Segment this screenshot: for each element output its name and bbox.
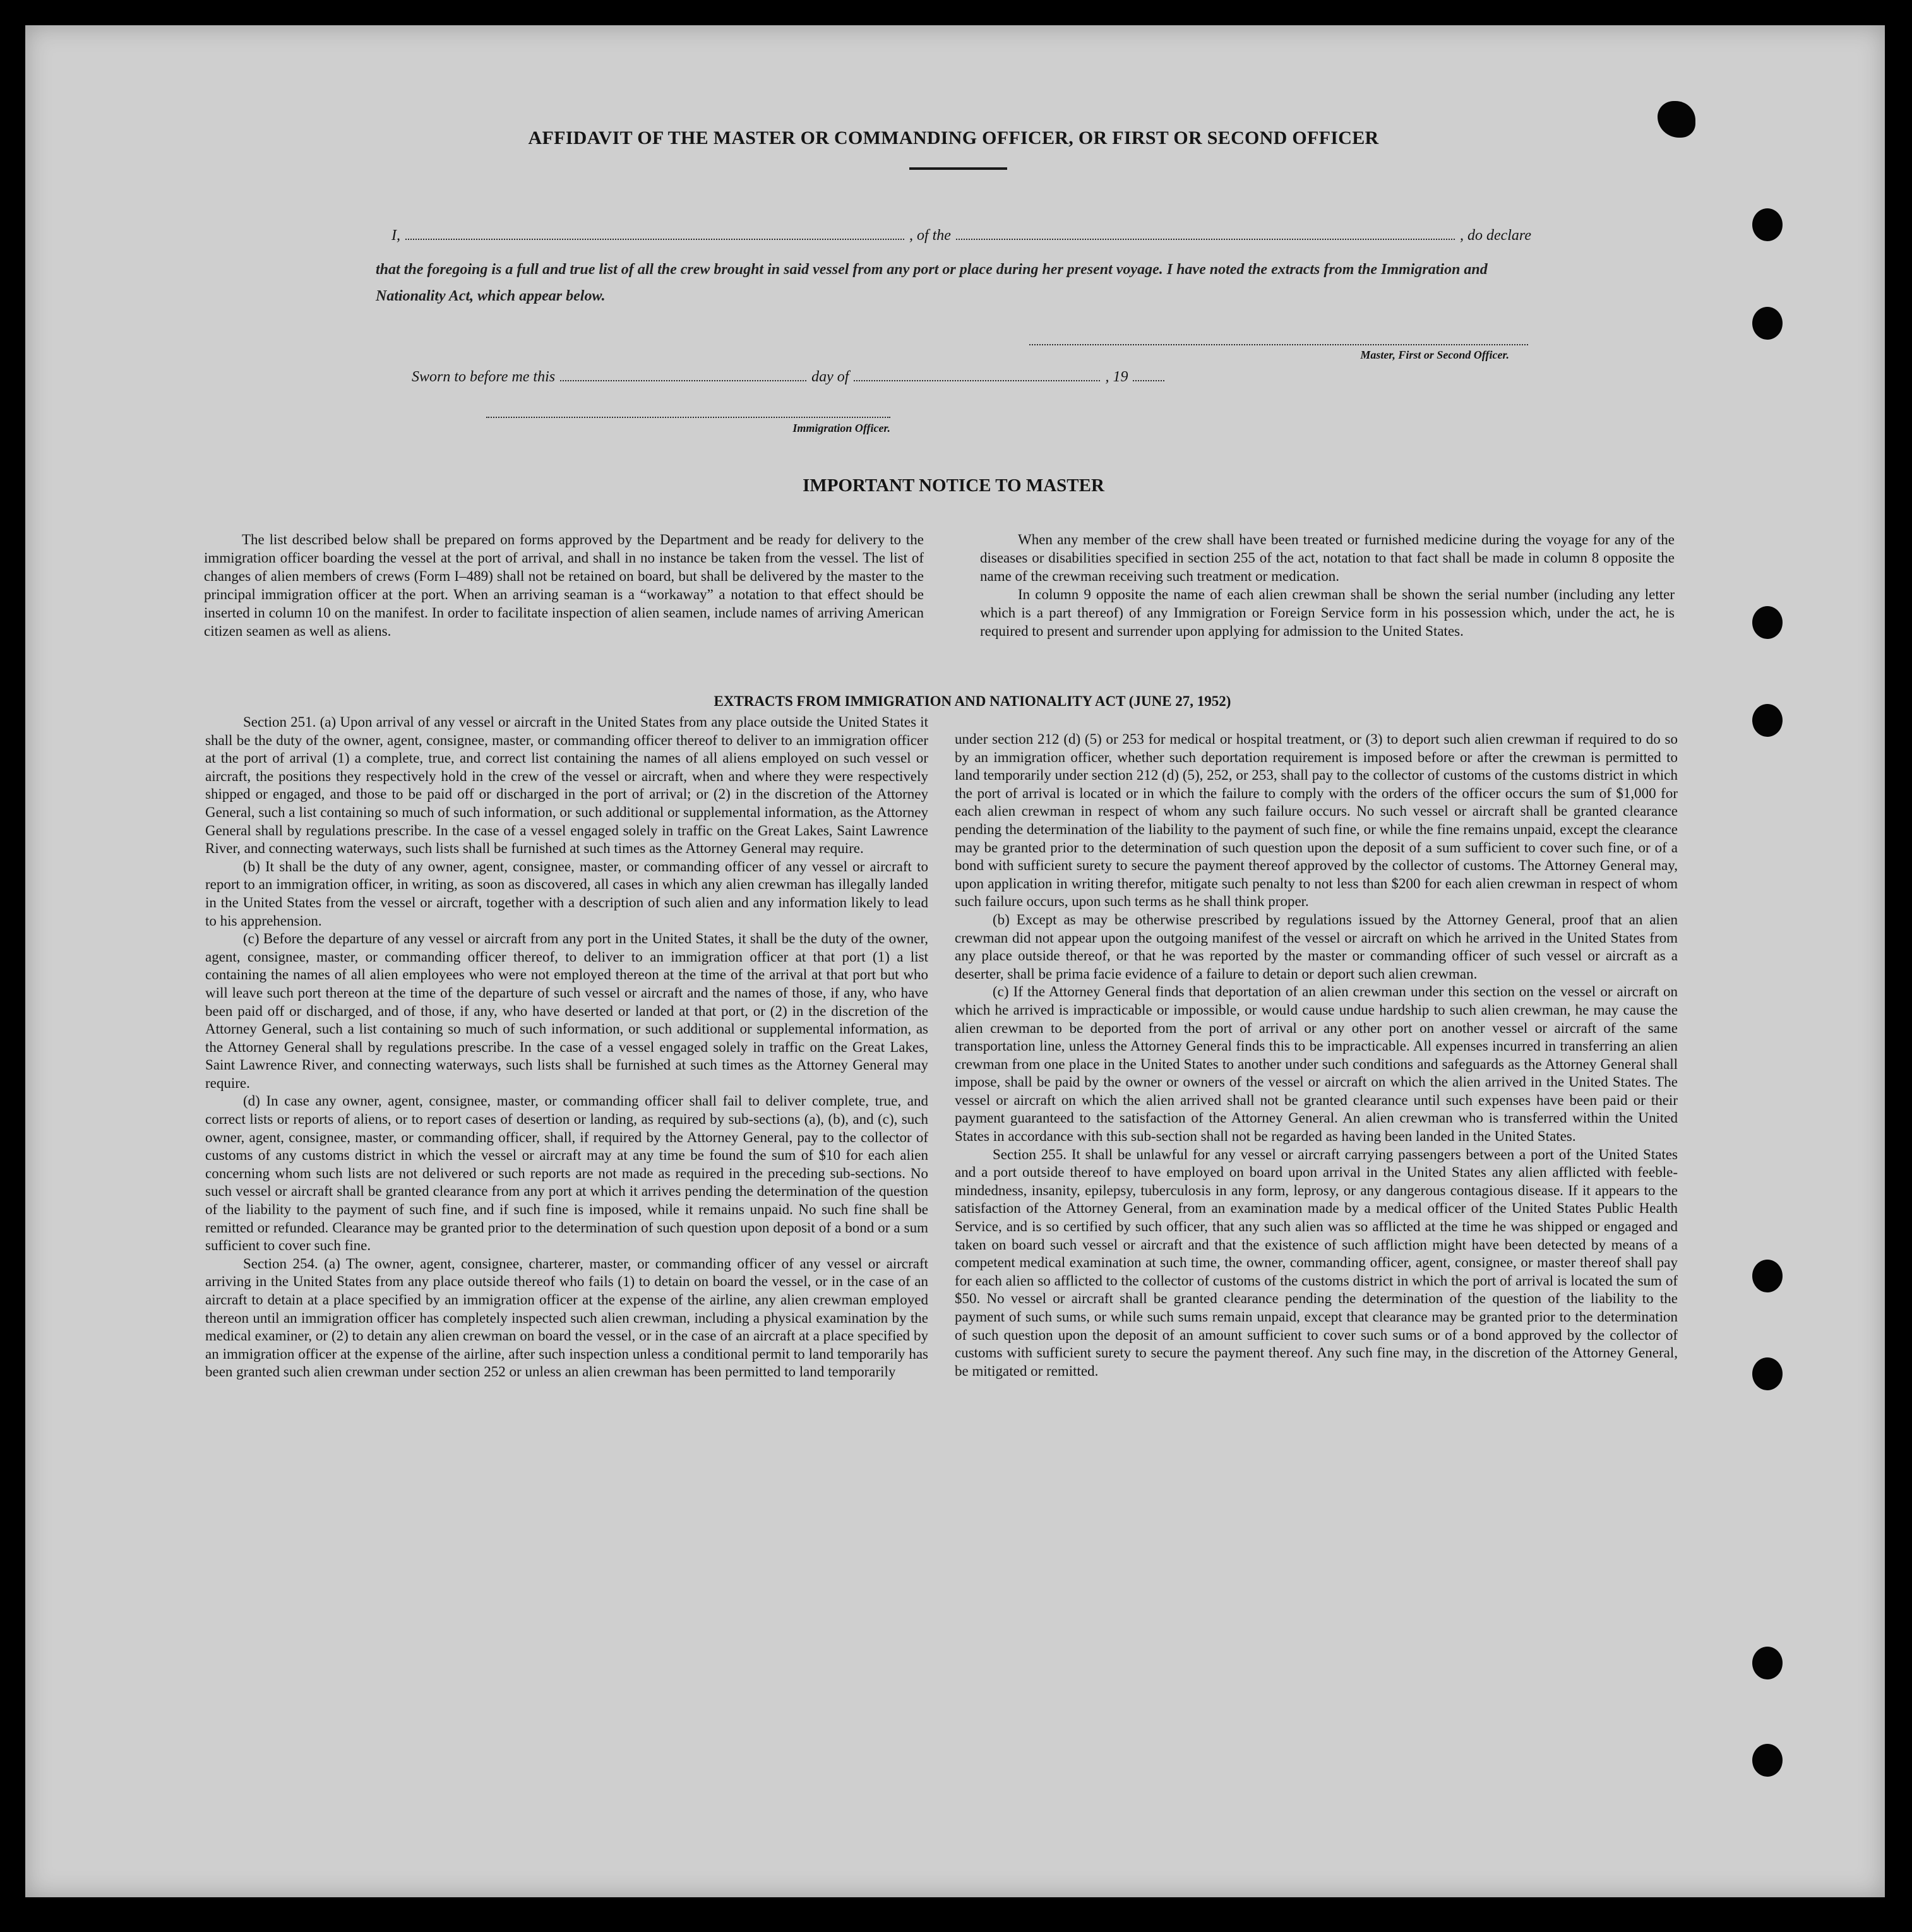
punch-hole: [1752, 606, 1783, 639]
do-declare-label: , do declare: [1459, 227, 1532, 244]
name-field[interactable]: [405, 227, 904, 240]
paragraph: (b) It shall be the duty of any owner, agent, consignee, master, or commanding officer of any vessel or aircraft to report to an immigration officer, in writing, as soon as discovered, all cases in which any alien crewman has illegally landed in the United States from the vessel or aircraft, together with a description of such alien and any information likely to lead to his apprehension.: [205, 858, 928, 929]
sworn-row: [412, 369, 1252, 386]
sworn-day-field[interactable]: [560, 369, 806, 381]
declaration-fill-row: [391, 227, 1531, 244]
sworn-month-field[interactable]: [854, 369, 1100, 381]
sworn-year-field[interactable]: [1133, 369, 1164, 381]
corner-tear: [1658, 101, 1695, 138]
notice-right-column: [980, 530, 1675, 640]
paragraph: under section 212 (d) (5) or 253 for medical or hospital treatment, or (3) to deport such alien crewman if required to do so by an immigration officer, whether such deportation requirement is imposed before or after the crewman is permitted to land temporarily under section 212 (d) (5), 252, or 253, shall pay to the collector of customs of the customs district in which the port of arrival is located or in which the failure to comply with the orders of the officer occurs the sum of $1,000 for each alien crewman in respect of whom any such failure occurs. No such vessel or aircraft shall be granted clearance pending the determination of the liability to the payment of such fine, or while the fine remains unpaid, except the clearance may be granted prior to the determination of such question upon the deposit of a sum sufficient to cover such fine, or of a bond with sufficient surety to secure the payment thereof approved by the collector of customs. The Attorney General may, upon application in writing therefor, mitigate such penalty to not less than $200 for each alien crewman in respect of whom such failure occurs, upon such terms as he shall think proper.: [955, 731, 1678, 910]
punch-hole: [1752, 307, 1783, 340]
immigration-officer-field[interactable]: [486, 417, 890, 418]
i-label: I,: [391, 227, 400, 244]
vessel-field[interactable]: [956, 227, 1455, 240]
paragraph: (d) In case any owner, agent, consignee, master, or commanding officer shall fail to deliver complete, true, and correct lists or reports of aliens, or to report cases of desertion or landing, as required by sub-sections (a), (b), and (c), such owner, agent, consignee, master, or commanding officer, shall, if required by the Attorney General, pay to the collector of customs of any customs district in which the vessel or aircraft may at any time be found the sum of $10 for each alien concerning whom such lists are not delivered or such reports are not made as required in the preceding sub-sections. No such vessel or aircraft shall be granted clearance from any port at which it arrives pending the determination of the question of the liability to the payment of such fine, and if such fine is imposed, while it remains unpaid. No such fine shall be remitted or refunded. Clearance may be granted prior to the determination of such question upon deposit of a bond or a sum sufficient to cover such fine.: [205, 1093, 928, 1254]
paragraph: (c) If the Attorney General finds that deportation of an alien crewman under this section on the vessel or aircraft on which he arrived is impracticable or impossible, or would cause undue hardship to such alien crewman, he may cause the alien crewman to be deported from the port of arrival or any other port on another vessel or aircraft of the same transportation line, unless the Attorney General finds this to be impracticable. All expenses incurred in transferring an alien crewman from one place in the United States to another under such conditions and safeguards as the Attorney General shall impose, shall be paid by the owner or owners of the vessel or aircraft on which the alien arrived in the United States. The vessel or aircraft on which the alien arrived shall not be granted clearance until such expenses have been paid or their payment guaranteed to the satisfaction of the Attorney General. An alien crewman who is transferred within the United States in accordance with this sub-section shall not be regarded as having been landed in the United States.: [955, 984, 1678, 1145]
paragraph: Section 254. (a) The owner, agent, consignee, charterer, master, or commanding officer of any vessel or aircraft arriving in the United States from any place outside thereof who fails (1) to detain on board the vessel, or in the case of an aircraft to detain at a place specified by an immigration officer at the expense of the airline, any alien crewman employed thereon until an immigration officer has completely inspected such alien crewman, including a physical examination by the medical examiner, or (2) to detain any alien crewman on board the vessel, or in the case of an aircraft at a place specified by an immigration officer at the expense of the airline, after such inspection unless a conditional permit to land temporarily has been granted such alien crewman under section 252 or unless an alien crewman has been permitted to land temporarily: [205, 1255, 928, 1380]
punch-hole: [1752, 208, 1783, 241]
extracts-right-column: [955, 730, 1678, 1380]
title-rule: [909, 167, 1007, 170]
paragraph: When any member of the crew shall have been treated or furnished medicine during the voyage for any of the diseases or disabilities specified in section 255 of the act, notation to that fact shall be made in column 8 opposite the name of the crewman receiving such treatment or medication.: [980, 532, 1675, 584]
paragraph: Section 255. It shall be unlawful for any vessel or aircraft carrying passengers between a port of the United States and a port outside thereof to have employed on board upon arrival in the United States any alien afflicted with feeble-mindedness, insanity, epilepsy, tuberculosis in any form, leprosy, or any dangerous contagious disease. If it appears to the satisfaction of the Attorney General, from an examination made by a medical officer of the United States Public Health Service, and is so certified by such officer, that any such alien was so afflicted at the time he was shipped or engaged and taken on board such vessel or aircraft and that the existence of such affliction might have been detected by means of a competent medical examination at such time, the owner, commanding officer, agent, consignee, or master thereof shall pay for each alien so afflicted to the collector of customs of the customs district in which the port of arrival is located the sum of $50. No vessel or aircraft shall be granted clearance pending the determination of the question of the liability to the payment of such sums, or while such sums remain unpaid, except that clearance may be granted prior to the determination of such question upon the deposit of an amount sufficient to cover such sums or of a bond approved by the collector of customs with sufficient surety to secure the payment thereof. Any such fine may, in the discretion of the Attorney General, be mitigated or remitted.: [955, 1146, 1678, 1379]
punch-hole: [1752, 1647, 1783, 1679]
paragraph: The list described below shall be prepared on forms approved by the Department and be ready for delivery to the immigration officer boarding the vessel at the port of arrival, and shall in no instance be taken from the vessel. The list of changes of alien members of crews (Form I–489) shall not be retained on board, but shall be delivered by the master to the principal immigration officer at the port. When an arriving seaman is a “workaway” a notation to that effect should be inserted in column 10 on the manifest. In order to facilitate inspection of alien seamen, include names of arriving American citizen seamen as well as aliens.: [204, 532, 924, 639]
paragraph: (b) Except as may be otherwise prescribed by regulations issued by the Attorney General, proof that an alien crewman did not appear upon the outgoing manifest of the vessel or aircraft on which he arrived in the United States from any place outside thereof, or that he was reported by the master or commanding officer of such vessel or aircraft as a deserter, shall be prima facie evidence of a failure to detain or deport such alien crewman.: [955, 911, 1678, 982]
punch-hole: [1752, 1357, 1783, 1390]
extracts-heading: EXTRACTS FROM IMMIGRATION AND NATIONALITY ACT (JUNE 27, 1952): [714, 693, 1231, 709]
immigration-officer-label: Immigration Officer.: [792, 422, 890, 434]
notice-heading: IMPORTANT NOTICE TO MASTER: [803, 475, 1104, 496]
paragraph: (c) Before the departure of any vessel or aircraft from any port in the United States, it shall be the duty of the owner, agent, consignee, master, or commanding officer thereof, to deliver to an immigration officer at that port (1) a list containing the names of all alien employees who were not employed thereon at the time of the arrival at that port but who will leave such port thereon at the time of the departure of such vessel or aircraft and the names of those, if any, who have been paid off or discharged, and of those, if any, who have deserted or landed at that port, or (2) in the discretion of the Attorney General, such a list containing so much of such information, or such additional or supplemental information, as the Attorney General shall by regulations prescribe. In the case of a vessel engaged solely in traffic on the Great Lakes, Saint Lawrence River, and connecting waterways, such lists shall be furnished at such times as the Attorney General may require.: [205, 931, 928, 1091]
sworn-label: Sworn to before me this: [412, 369, 556, 385]
punch-hole: [1752, 1744, 1783, 1777]
notice-left-column: [204, 530, 924, 640]
day-of-label: day of: [811, 369, 849, 385]
punch-hole: [1752, 704, 1783, 737]
signature-field[interactable]: [1029, 344, 1528, 345]
declaration-text: that the foregoing is a full and true list of all the crew brought in said vessel from any port or place during her present voyage. I have noted the extracts from the Immigration and Nationality Act, which appear below.: [376, 261, 1488, 304]
punch-hole: [1752, 1260, 1783, 1292]
paragraph: Section 251. (a) Upon arrival of any vessel or aircraft in the United States from any place outside the United States it shall be the duty of the owner, agent, consignee, master, or commanding officer thereof to deliver to an immigration officer at the port of arrival (1) a complete, true, and correct list containing the names of all aliens employed on such vessel or aircraft, the positions they respectively hold in the crew of the vessel or aircraft, when and where they were respectively shipped or engaged, and those to be paid off or discharged in the port of arrival; or (2) in the discretion of the Attorney General, such a list containing so much of such information, or such additional or supplemental information, as the Attorney General shall by regulations prescribe. In the case of a vessel engaged solely in traffic on the Great Lakes, Saint Lawrence River, and connecting waterways, such lists shall be furnished at such times as the Attorney General may require.: [205, 714, 928, 857]
year-label: , 19: [1105, 369, 1128, 385]
affidavit-title: AFFIDAVIT OF THE MASTER OR COMMANDING OFFICER, OR FIRST OR SECOND OFFICER: [528, 128, 1379, 148]
of-the-label: , of the: [909, 227, 951, 244]
signature-label: Master, First or Second Officer.: [1360, 349, 1509, 361]
extracts-left-column: [205, 713, 928, 1381]
document-page: [25, 25, 1885, 1897]
paragraph: In column 9 opposite the name of each alien crewman shall be shown the serial number (including any letter which is a part thereof) of any Immigration or Foreign Service form in his possession which, under the act, he is required to present and surrender upon applying for admission to the United States.: [980, 587, 1675, 639]
